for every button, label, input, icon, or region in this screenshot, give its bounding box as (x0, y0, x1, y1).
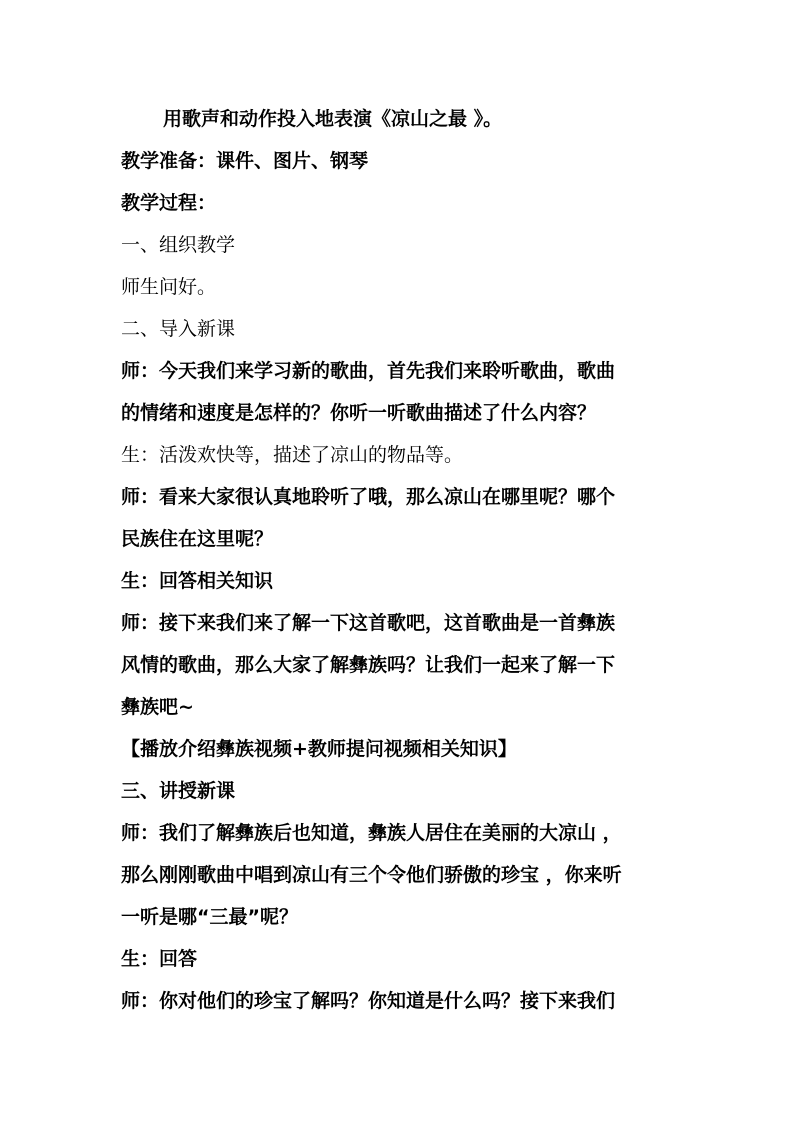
section-heading-organize: 一、组织教学 (121, 234, 236, 256)
teacher-line-continued: 彝族吧~ (121, 696, 194, 718)
teacher-line: 师：我们了解彝族后也知道，彝族人居住在美丽的大凉山 ， (121, 822, 622, 844)
teaching-preparation: 教学准备：课件、图片、钢琴 (121, 150, 369, 172)
student-line: 生：回答 (121, 948, 198, 970)
section-heading-introduce: 二、导入新课 (121, 318, 236, 340)
teacher-line-continued: 那么刚刚歌曲中唱到凉山有三个令他们骄傲的珍宝 ，你来听 (121, 864, 622, 886)
teacher-line-continued: 风情的歌曲，那么大家了解彝族吗？让我们一起来了解一下 (121, 654, 616, 676)
teaching-process-heading: 教学过程： (121, 192, 217, 214)
greeting-line: 师生问好。 (121, 276, 217, 298)
teacher-line: 师：看来大家很认真地聆听了哦，那么凉山在哪里呢？哪个 (121, 486, 616, 508)
objective-line: 用歌声和动作投入地表演《凉山之最 》。 (163, 108, 503, 130)
teacher-line: 师：今天我们来学习新的歌曲，首先我们来聆听歌曲，歌曲 (121, 360, 616, 382)
section-heading-new-lesson: 三、讲授新课 (121, 780, 236, 802)
student-line: 生：活泼欢快等，描述了凉山的物品等。 (121, 444, 464, 466)
teacher-line: 师：接下来我们来了解一下这首歌吧，这首歌曲是一首彝族 (121, 612, 616, 634)
teacher-line-continued: 的情绪和速度是怎样的？你听一听歌曲描述了什么内容？ (121, 402, 597, 424)
student-line: 生：回答相关知识 (121, 570, 274, 592)
teacher-line-continued: 一听是哪“三最”呢？ (121, 906, 298, 928)
teacher-line: 师：你对他们的珍宝了解吗？你知道是什么吗？接下来我们 (121, 990, 616, 1012)
document-body (121, 98, 681, 1022)
video-note: 【播放介绍彝族视频+教师提问视频相关知识】 (121, 738, 517, 760)
teacher-line-continued: 民族住在这里呢？ (121, 528, 274, 550)
